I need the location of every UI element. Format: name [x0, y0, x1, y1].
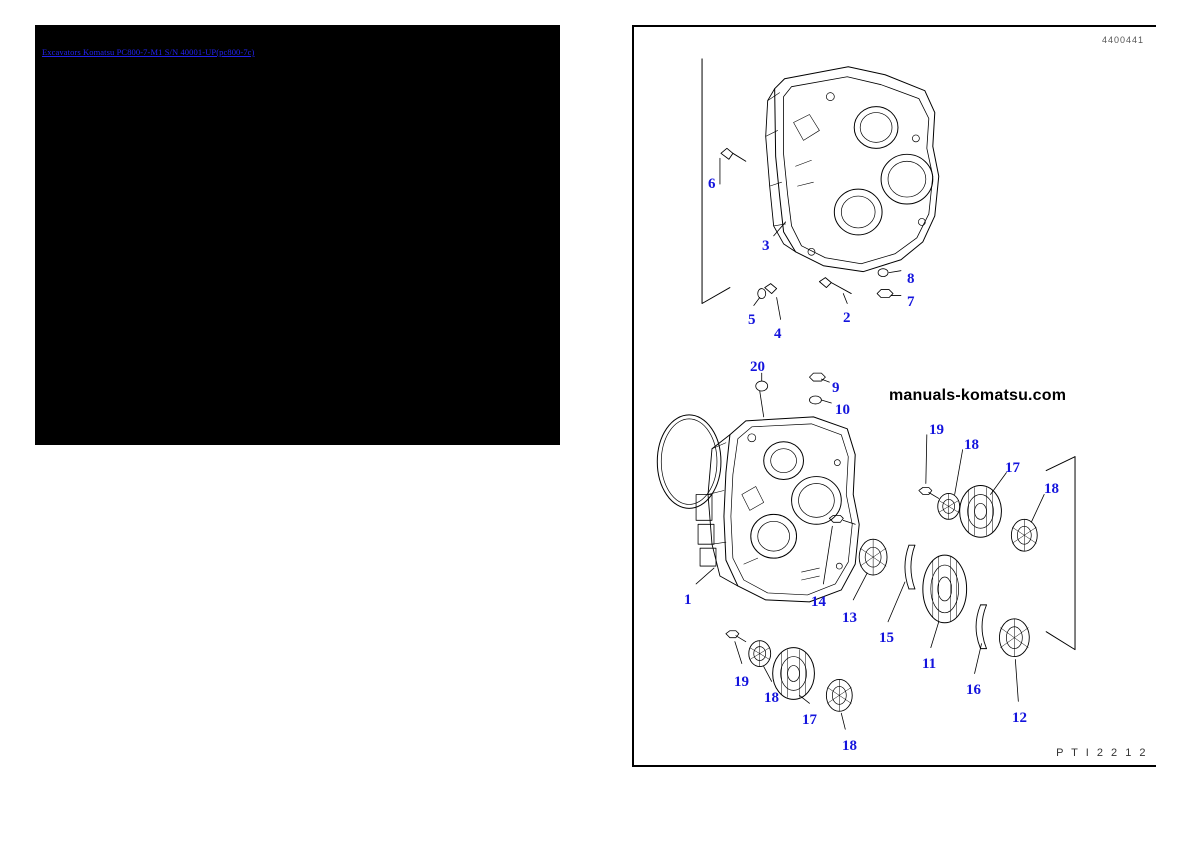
part-callout-10[interactable]: 10: [835, 402, 850, 418]
part-callout-18[interactable]: 18: [842, 738, 857, 754]
part-callout-17[interactable]: 17: [802, 712, 817, 728]
part-callout-18[interactable]: 18: [964, 437, 979, 453]
part-callout-12[interactable]: 12: [1012, 710, 1027, 726]
part-callout-19[interactable]: 19: [734, 674, 749, 690]
part-callout-16[interactable]: 16: [966, 682, 981, 698]
part-callout-11[interactable]: 11: [922, 656, 937, 672]
part-callout-2[interactable]: 2: [843, 310, 851, 326]
part-callout-5[interactable]: 5: [748, 312, 756, 328]
part-callout-13[interactable]: 13: [842, 610, 857, 626]
part-callout-19[interactable]: 19: [929, 422, 944, 438]
left-black-panel: [35, 25, 560, 445]
part-callout-9[interactable]: 9: [832, 380, 840, 396]
watermark-text: manuals-komatsu.com: [889, 387, 1067, 404]
catalog-title-link[interactable]: Excavators Komatsu PC800-7-M1 S/N 40001-UP(pc800-7c): [42, 47, 255, 57]
part-callout-17[interactable]: 17: [1005, 460, 1020, 476]
part-callout-3[interactable]: 3: [762, 238, 770, 254]
drawing-top-code: 4400441: [1101, 35, 1144, 45]
part-callout-4[interactable]: 4: [774, 326, 782, 342]
parts-diagram-panel: [632, 25, 1156, 767]
part-callout-6[interactable]: 6: [708, 176, 716, 192]
part-callout-1[interactable]: 1: [684, 592, 692, 608]
part-callout-14[interactable]: 14: [811, 594, 826, 610]
part-callout-15[interactable]: 15: [879, 630, 894, 646]
part-callout-7[interactable]: 7: [907, 294, 915, 310]
part-callout-18[interactable]: 18: [764, 690, 779, 706]
part-callout-20[interactable]: 20: [750, 359, 765, 375]
part-callout-8[interactable]: 8: [907, 271, 915, 287]
part-callout-18[interactable]: 18: [1044, 481, 1059, 497]
drawing-code: P T I 2 2 1 2: [1056, 747, 1148, 759]
